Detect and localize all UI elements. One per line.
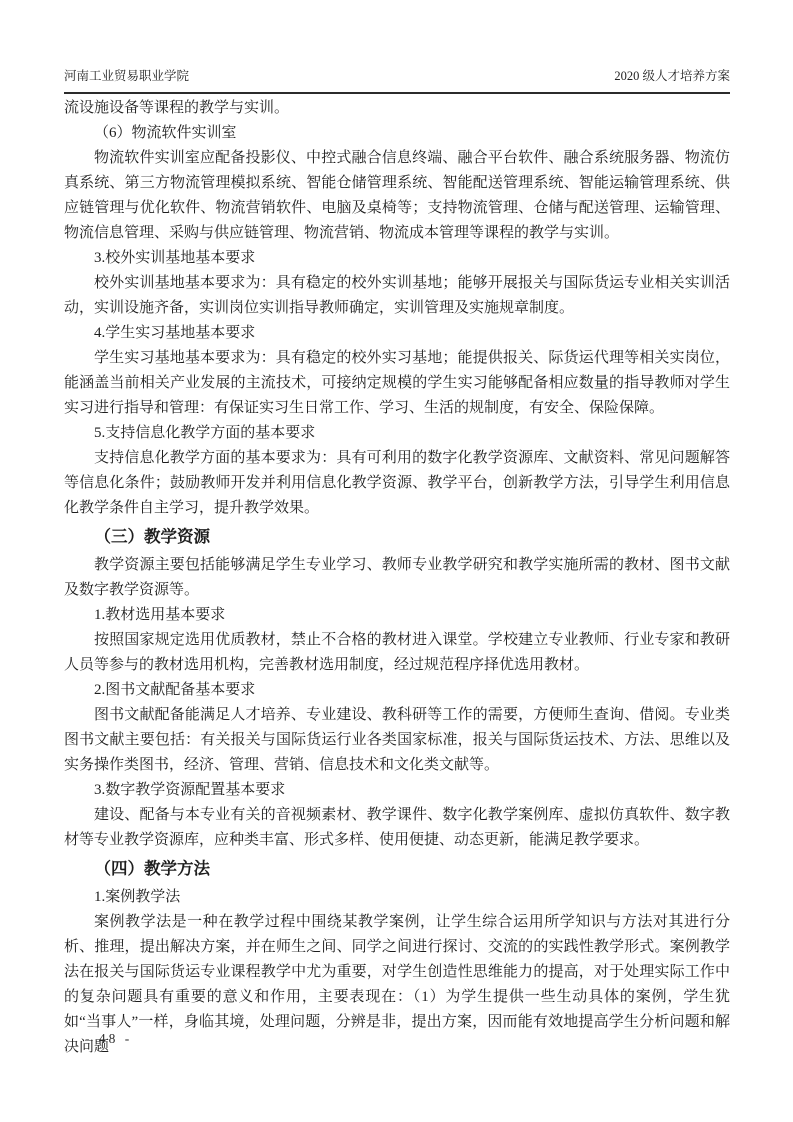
header-school-name: 河南工业贸易职业学院 bbox=[64, 69, 190, 83]
paragraph: 建设、配备与本专业有关的音视频素材、教学课件、数字化教学案例库、虚拟仿真软件、数字教材等专业教学资源库，应种类丰富、形式多样、使用便捷、动态更新，能满足教学要求。 bbox=[64, 807, 730, 848]
paragraph: 校外实训基地基本要求为：具有稳定的校外实训基地；能够开展报关与国际货运专业相关实训活动，实训设施齐备，实训岗位实训指导教师确定，实训管理及实施规章制度。 bbox=[64, 275, 730, 316]
page-header bbox=[64, 68, 730, 94]
paragraph: 教学资源主要包括能够满足学生专业学习、教师专业教学研究和教学实施所需的教材、图书文献及数字教学资源等。 bbox=[64, 557, 730, 598]
paragraph: 3.校外实训基地基本要求 bbox=[94, 250, 256, 266]
paragraph: 2.图书文献配备基本要求 bbox=[94, 682, 256, 698]
paragraph: 物流软件实训室应配备投影仪、中控式融合信息终端、融合平台软件、融合系统服务器、物流仿真系统、第三方物流管理模拟系统、智能仓储管理系统、智能配送管理系统、智能运输管理系统、供应链管理与优化软件、物流营销软件、电脑及桌椅等；支持物流管理、仓储与配送管理、运输管理、物流信息管理、采购与供应链管理、物流营销、物流成本管理等课程的教学与实训。 bbox=[64, 150, 730, 241]
page-number: - 48 - bbox=[85, 1031, 133, 1046]
paragraph: 5.支持信息化教学方面的基本要求 bbox=[94, 425, 316, 441]
paragraph: 3.数字教学资源配置基本要求 bbox=[94, 782, 286, 798]
document-content bbox=[64, 96, 730, 1060]
paragraph: 1.教材选用基本要求 bbox=[94, 607, 226, 623]
section-heading: （四）教学方法 bbox=[94, 860, 211, 878]
paragraph: 支持信息化教学方面的基本要求为：具有可利用的数字化教学资源库、文献资料、常见问题解答等信息化条件；鼓励教师开发并利用信息化教学资源、教学平台，创新教学方法，引导学生利用信息化教学条件自主学习，提升教学效果。 bbox=[64, 450, 730, 516]
paragraph: 按照国家规定选用优质教材，禁止不合格的教材进入课堂。学校建立专业教师、行业专家和教研人员等参与的教材选用机构，完善教材选用制度，经过规范程序择优选用教材。 bbox=[64, 632, 730, 673]
paragraph: （6）物流软件实训室 bbox=[94, 125, 237, 141]
paragraph: 4.学生实习基地基本要求 bbox=[94, 325, 256, 341]
paragraph: 图书文献配备能满足人才培养、专业建设、教科研等工作的需要，方便师生查询、借阅。专业类图书文献主要包括：有关报关与国际货运行业各类国家标准，报关与国际货运技术、方法、思维以及实务操作类图书，经济、管理、营销、信息技术和文化类文献等。 bbox=[64, 707, 730, 773]
paragraph: 1.案例教学法 bbox=[94, 889, 181, 905]
paragraph: 学生实习基地基本要求为：具有稳定的校外实习基地；能提供报关、际货运代理等相关实岗位，能涵盖当前相关产业发展的主流技术，可接纳定规模的学生实习能够配备相应数量的指导教师对学生实习进行指导和管理：有保证实习生日常工作、学习、生活的规制度，有安全、保险保障。 bbox=[64, 350, 730, 416]
paragraph: 案例教学法是一种在教学过程中围绕某教学案例，让学生综合运用所学知识与方法对其进行分析、推理，提出解决方案，并在师生之间、同学之间进行探讨、交流的的实践性教学形式。案例教学法在报关与国际货运专业课程教学中尤为重要，对学生创造性思维能力的提高，对于处理实际工作中的复杂问题具有重要的意义和作用，主要表现在：（1）为学生提供一些生动具体的案例，学生犹如“当事人”一样，身临其境，处理问题，分辨是非，提出方案，因而能有效地提高学生分析问题和解决问题 bbox=[64, 914, 730, 1055]
section-heading: （三）教学资源 bbox=[94, 528, 211, 546]
paragraph: 流设施设备等课程的教学与实训。 bbox=[64, 100, 290, 116]
header-document-title: 2020 级人才培养方案 bbox=[614, 69, 730, 83]
